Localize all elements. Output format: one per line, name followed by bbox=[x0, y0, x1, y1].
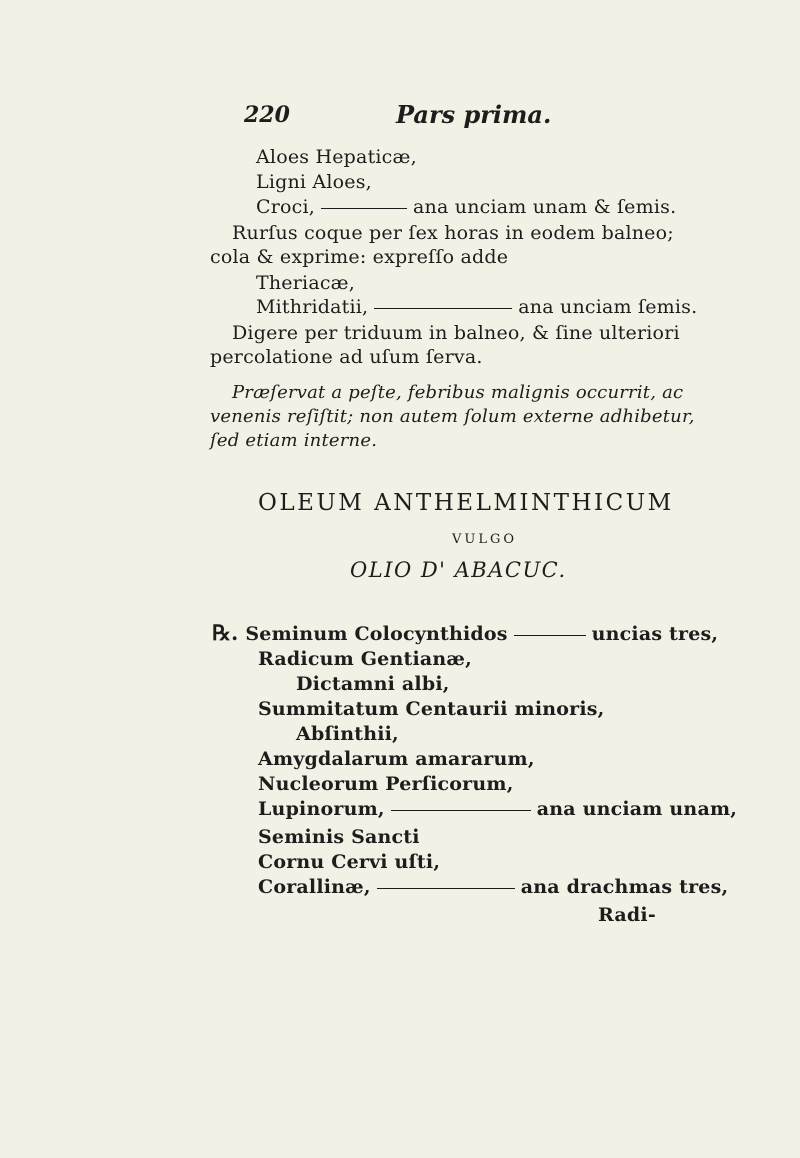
text-line: Cornu Cervi uſti, bbox=[258, 851, 441, 873]
text-line: Summitatum Centaurii minoris, bbox=[258, 698, 605, 720]
quantity: ana unciam unam & ſemis. bbox=[413, 196, 677, 218]
text-line: Radicum Gentianæ, bbox=[258, 648, 472, 670]
text-line: Amygdalarum amararum, bbox=[258, 748, 535, 770]
text-line: Aloes Hepaticæ, bbox=[256, 146, 417, 168]
vulgo-label: VULGO bbox=[452, 532, 518, 547]
quantity: ana unciam unam, bbox=[536, 798, 738, 820]
dash-rule bbox=[374, 308, 512, 309]
dash-rule bbox=[377, 888, 515, 889]
text-line: Rurſus coque per ſex horas in eodem balneo; bbox=[232, 222, 674, 244]
common-name: OLIO D' ABACUC. bbox=[350, 558, 567, 582]
text-line: Theriacæ, bbox=[256, 272, 355, 294]
quantity: ana drachmas tres, bbox=[520, 876, 729, 898]
text-line: Abſinthii, bbox=[296, 723, 399, 745]
ingredient: Corallinæ, bbox=[258, 876, 371, 898]
quantity: ana unciam ſemis. bbox=[518, 296, 698, 318]
text-line: cola & exprime: expreſſo adde bbox=[210, 246, 509, 268]
recipe-symbol: ℞. bbox=[212, 620, 239, 645]
ingredient: Seminum Colocynthidos bbox=[245, 623, 508, 645]
dash-rule bbox=[321, 208, 407, 209]
catchword: Radi- bbox=[598, 904, 656, 926]
text-line: Digere per triduum in balneo, & ſine ulteriori bbox=[232, 322, 680, 344]
text-line bbox=[258, 798, 737, 820]
quantity: uncias tres, bbox=[591, 623, 719, 645]
ingredient: Mithridatii, bbox=[256, 296, 369, 318]
text-line bbox=[256, 196, 676, 218]
italic-line: ſed etiam interne. bbox=[210, 430, 378, 451]
dash-rule bbox=[391, 810, 531, 811]
text-line bbox=[256, 296, 697, 318]
recipe-heading: OLEUM ANTHELMINTHICUM bbox=[258, 490, 674, 516]
text-line: Seminis Sancti bbox=[258, 826, 420, 848]
text-line bbox=[212, 620, 718, 645]
text-line: Dictamni albi, bbox=[296, 673, 450, 695]
text-line: Nucleorum Perſicorum, bbox=[258, 773, 514, 795]
italic-line: venenis reſiſtit; non autem ſolum externe adhibetur, bbox=[210, 406, 695, 427]
text-line bbox=[258, 876, 728, 898]
text-line: Ligni Aloes, bbox=[256, 171, 372, 193]
page-number: 220 bbox=[244, 102, 290, 128]
ingredient: Lupinorum, bbox=[258, 798, 385, 820]
text-line: percolatione ad uſum ſerva. bbox=[210, 346, 483, 368]
ingredient: Croci, bbox=[256, 196, 316, 218]
italic-line: Præſervat a peſte, febribus malignis occurrit, ac bbox=[232, 382, 684, 403]
dash-rule bbox=[514, 635, 586, 636]
running-title: Pars prima. bbox=[396, 100, 552, 129]
